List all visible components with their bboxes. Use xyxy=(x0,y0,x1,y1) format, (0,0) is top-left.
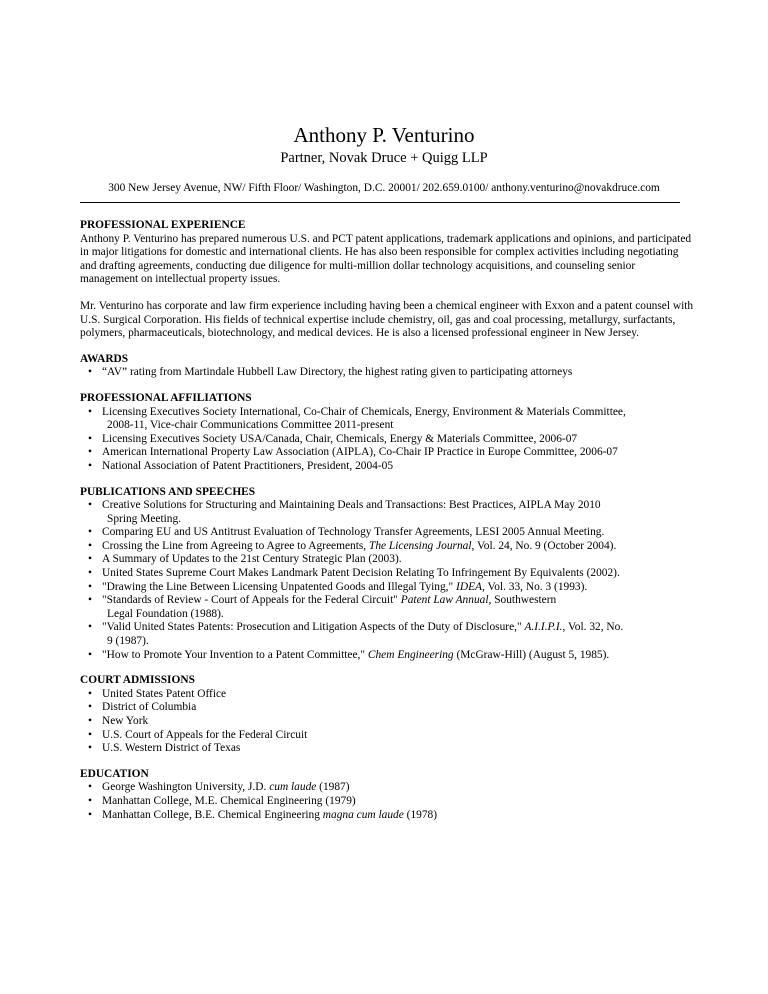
bullet-icon: • xyxy=(88,499,92,512)
list-item: • Manhattan College, B.E. Chemical Engineering magna cum laude (1978) xyxy=(88,808,438,821)
list-item: • "Standards of Review - Court of Appeals for the Federal Circuit" Patent Law Annual, Southwestern Legal Foundation (1988). xyxy=(88,594,557,620)
experience-paragraph: Anthony P. Venturino has prepared numerous U.S. and PCT patent applications, trademark applications and opinions, and participated in major litigations for domestic and international clients. He has also been responsible for complex activities including negotiating and drafting agreements, conducting due diligence for multi-million dollar technology acquisitions, and counseling senior management on intellectual property issues. xyxy=(80,232,692,286)
awards-list xyxy=(80,366,695,380)
section-heading: PROFESSIONAL AFFILIATIONS xyxy=(80,391,252,404)
list-item: • "Drawing the Line Between Licensing Unpatented Goods and Illegal Tying," IDEA, Vol. 33, No. 3 (1993). xyxy=(88,580,588,593)
section-awards xyxy=(80,353,695,380)
experience-paragraph: Mr. Venturino has corporate and law firm experience including having been a chemical engineer with Exxon and a patent counsel with U.S. Surgical Corporation. His fields of technical expertise include chemistry, oil, gas and coal processing, metallurgy, surfactants, polymers, pharmaceuticals, biotechnology, and medical devices. He is also a licensed professional engineer in New Jersey. xyxy=(80,299,694,340)
person-title: Partner, Novak Druce + Quigg LLP xyxy=(280,150,488,166)
bullet-icon: • xyxy=(88,366,92,379)
section-experience xyxy=(80,219,695,341)
list-item: • “AV” rating from Martindale Hubbell Law Directory, the highest rating given to participating attorneys xyxy=(88,366,573,379)
bullet-icon: • xyxy=(88,539,92,552)
resume-body xyxy=(80,219,695,834)
section-heading: AWARDS xyxy=(80,352,129,365)
bullet-icon: • xyxy=(88,405,92,418)
bullet-icon: • xyxy=(88,567,92,580)
bullet-icon: • xyxy=(88,526,92,539)
bullet-icon: • xyxy=(88,446,92,459)
bullet-icon: • xyxy=(88,808,92,821)
list-item: • George Washington University, J.D. cum laude (1987) xyxy=(88,781,350,794)
bullet-icon: • xyxy=(88,648,92,661)
publications-list xyxy=(80,499,695,662)
list-item: • National Association of Patent Practitioners, President, 2004-05 xyxy=(88,459,394,472)
list-item: • Crossing the Line from Agreeing to Agree to Agreements, The Licensing Journal, Vol. 24, No. 9 (October 2004). xyxy=(88,539,617,552)
bullet-icon: • xyxy=(88,728,92,741)
bullet-icon: • xyxy=(88,621,92,634)
list-item: • Comparing EU and US Antitrust Evaluation of Technology Transfer Agreements, LESI 2005 Annual Meeting. xyxy=(88,526,605,539)
list-item: • United States Supreme Court Makes Landmark Patent Decision Relating To Infringement By Equivalents (2002). xyxy=(88,567,620,580)
bullet-icon: • xyxy=(88,432,92,445)
list-item: • U.S. Court of Appeals for the Federal Circuit xyxy=(88,728,308,741)
section-affiliations xyxy=(80,392,695,474)
list-item: • "How to Promote Your Invention to a Patent Committee," Chem Engineering (McGraw-Hill) (August 5, 1985). xyxy=(88,648,610,661)
contact-line: 300 New Jersey Avenue, NW/ Fifth Floor/ Washington, D.C. 20001/ 202.659.0100/ anthony.venturino@novakdruce.com xyxy=(108,182,660,194)
bullet-icon: • xyxy=(88,742,92,755)
section-heading: PUBLICATIONS AND SPEECHES xyxy=(80,485,256,498)
section-admissions xyxy=(80,674,695,756)
section-heading: PROFESSIONAL EXPERIENCE xyxy=(80,219,246,231)
list-item: • United States Patent Office xyxy=(88,687,227,700)
list-item: • U.S. Western District of Texas xyxy=(88,742,241,755)
bullet-icon: • xyxy=(88,794,92,807)
list-item: • Licensing Executives Society USA/Canada, Chair, Chemicals, Energy & Materials Committee, 2006-07 xyxy=(88,432,578,445)
list-item: • Licensing Executives Society International, Co-Chair of Chemicals, Energy, Environment & Materials Committee, 2008-11, Vice-chair Communications Committee 2011-present xyxy=(88,405,626,432)
list-item: • District of Columbia xyxy=(88,701,197,714)
bullet-icon: • xyxy=(88,715,92,727)
section-education xyxy=(80,768,695,822)
header-divider xyxy=(80,202,680,203)
bullet-icon: • xyxy=(88,553,92,566)
education-list xyxy=(80,781,695,822)
bullet-icon: • xyxy=(88,781,92,794)
list-item: • American International Property Law Association (AIPLA), Co-Chair IP Practice in Europe Committee, 2006-07 xyxy=(88,446,618,459)
bullet-icon: • xyxy=(88,459,92,472)
section-heading: COURT ADMISSIONS xyxy=(80,674,195,687)
list-item: • A Summary of Updates to the 21st Century Strategic Plan (2003). xyxy=(88,553,402,566)
list-item: • "Valid United States Patents: Prosecution and Litigation Aspects of the Duty of Disclosure," A.I.I.P.I., Vol. 32, No. 9 (1987). xyxy=(88,621,624,648)
bullet-icon: • xyxy=(88,580,92,593)
admissions-list xyxy=(80,688,695,756)
section-heading: EDUCATION xyxy=(80,767,149,780)
person-name: Anthony P. Venturino xyxy=(293,123,475,147)
section-publications xyxy=(80,486,695,663)
bullet-icon: • xyxy=(88,594,92,607)
list-item: • Creative Solutions for Structuring and Maintaining Deals and Transactions: Best Practices, AIPLA May 2010 Spring Meeting. xyxy=(88,499,601,525)
list-item: • New York xyxy=(88,715,149,727)
bullet-icon: • xyxy=(88,687,92,700)
affiliations-list xyxy=(80,406,695,474)
bullet-icon: • xyxy=(88,701,92,714)
list-item: • Manhattan College, M.E. Chemical Engineering (1979) xyxy=(88,794,356,807)
